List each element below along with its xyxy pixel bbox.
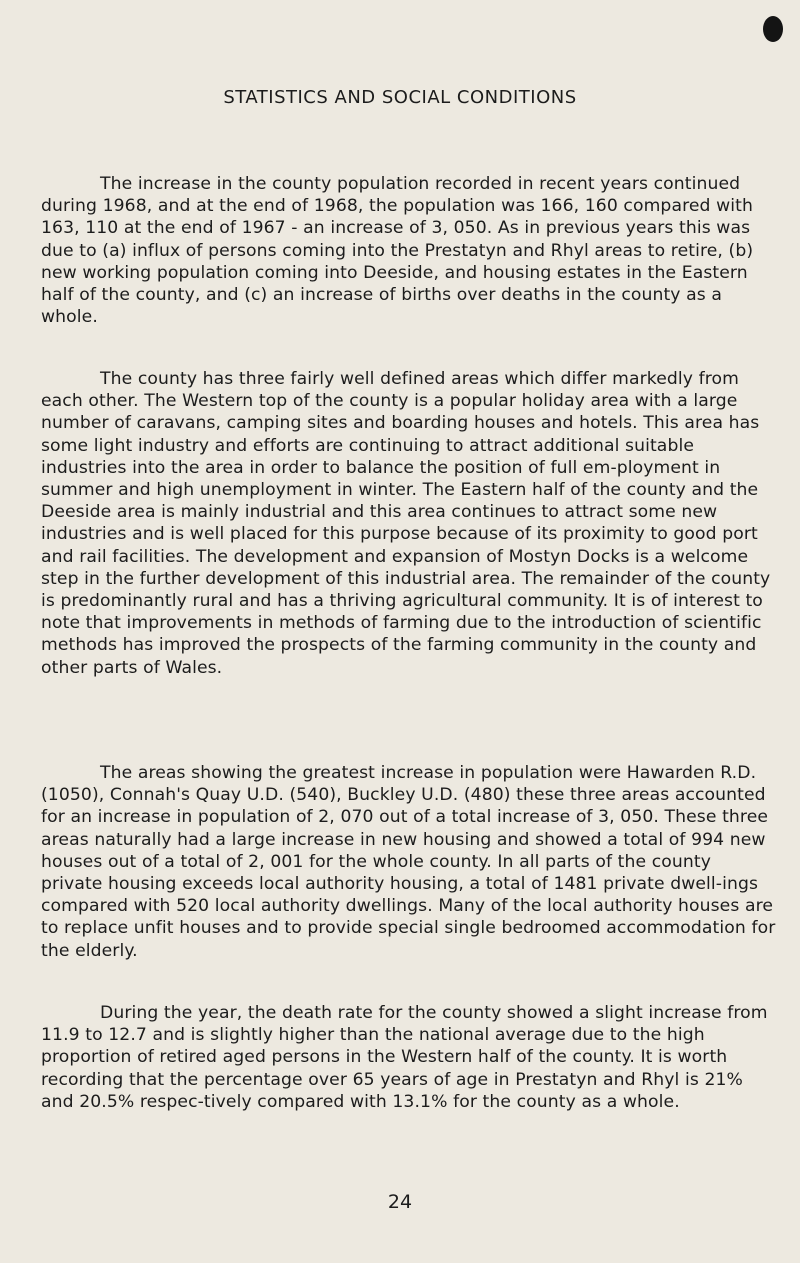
paragraph-greatest-increase: The areas showing the greatest increase in population were Hawarden R.D. (1050), Connah's Quay U.D. (540), Buckley U.D. (480) these three areas accounted for an increase in population of 2, 070 out of a total increase of 3, 050. These three areas naturally had a large increase in new housing and showed a total of 994 new houses out of a total of 2, 001 for the whole county. In all parts of the county private housing exceeds local authority housing, a total of 1481 private dwell-ings compared with 520 local authority dwellings. Many of the local authority houses are to replace unfit houses and to provide special single bedroomed accommodation for the elderly.: [41, 763, 776, 961]
paragraph-population-increase: The increase in the county population recorded in recent years continued during 1968, and at the end of 1968, the population was 166, 160 compared with 163, 110 at the end of 1967 - an increase of 3, 050. As in previous years this was due to (a) influx of persons coming into the Prestatyn and Rhyl areas to retire, (b) new working population coming into Deeside, and housing estates in the Eastern half of the county, and (c) an increase of births over deaths in the county as a whole.: [41, 174, 754, 328]
page-number: 24: [387, 1191, 413, 1213]
punch-hole-mark: [763, 16, 783, 42]
paragraph-death-rate: During the year, the death rate for the county showed a slight increase from 11.9 to 12.7 and is slightly higher than the national average due to the high proportion of retired aged persons in the Western half of the county. It is worth recording that the percentage over 65 years of age in Prestatyn and Rhyl is 21% and 20.5% respec-tively compared with 13.1% for the county as a whole.: [41, 1003, 768, 1112]
page-heading: STATISTICS AND SOCIAL CONDITIONS: [223, 87, 577, 108]
paragraph-county-areas: The county has three fairly well defined areas which differ markedly from each other. The Western top of the county is a popular holiday area with a large number of caravans, camping sites and boarding houses and hotels. This area has some light industry and efforts are continuing to attract additional suitable industries into the area in order to balance the position of full em-ployment in summer and high unemployment in winter. The Eastern half of the county and the Deeside area is mainly industrial and this area continues to attract some new industries and is well placed for this purpose because of its proximity to good port and rail facilities. The development and expansion of Mostyn Docks is a welcome step in the further development of this industrial area. The remainder of the county is predominantly rural and has a thriving agricultural community. It is of interest to note that improvements in methods of farming due to the introduction of scientific methods has improved the prospects of the farming community in the county and other parts of Wales.: [41, 369, 771, 678]
